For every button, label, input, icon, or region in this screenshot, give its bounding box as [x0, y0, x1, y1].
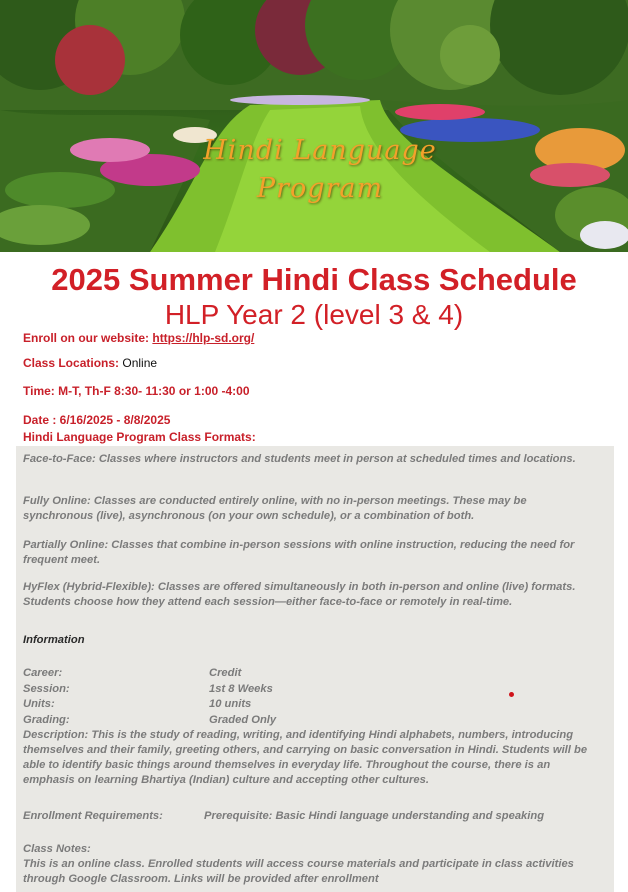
red-dot-mark [509, 692, 514, 697]
course-description: Description: This is the study of reading, writing, and identifying Hindi alphabets, numbers, introducing themselves and their family, greeting others, and carrying on basic conversation in Hindi. Students will be able to identify basic things around themselves in everyday life. Throughout the course, there is an emphasis on learning Bhartiya (Indian) culture and accepting other cultures. [23, 729, 588, 786]
banner-title-line2: Program [256, 173, 384, 204]
field-label: Grading: [23, 714, 70, 726]
enrollment-label: Enrollment Requirements: [23, 810, 163, 822]
locations-label: Class Locations: [23, 356, 120, 370]
field-value: 1st 8 Weeks [209, 683, 273, 695]
enroll-label: Enroll on our website: [23, 331, 150, 345]
field-label: Units: [23, 698, 55, 710]
format-hyflex: HyFlex (Hybrid-Flexible): Classes are offered simultaneously in both in-person and online (live) formats. Students choose how they attend each session—either face-to-face or remotely in real-time. [23, 581, 576, 608]
date-line: Date : 6/16/2025 - 8/8/2025 [23, 413, 171, 427]
field-units [23, 697, 252, 712]
class-notes-text: This is an online class. Enrolled students will access course materials and participate in class activities through Google Classroom. Links will be provided after enrollment [23, 858, 574, 885]
garden-banner [0, 0, 628, 252]
locations-value: Online [122, 356, 158, 370]
format-partially-online: Partially Online: Classes that combine in-person sessions with online instruction, reducing the need for frequent meet. [23, 539, 575, 566]
format-face-to-face: Face-to-Face: Classes where instructors and students meet in person at scheduled times and locations. [23, 453, 576, 465]
page-subtitle: HLP Year 2 (level 3 & 4) [164, 299, 464, 330]
field-value: 10 units [209, 698, 252, 710]
field-label: Session: [23, 683, 70, 695]
enroll-line [23, 331, 254, 346]
banner-title [170, 132, 470, 208]
locations-line [23, 356, 157, 371]
formats-heading: Hindi Language Program Class Formats: [23, 430, 256, 444]
field-value: Credit [209, 667, 242, 679]
field-career [23, 666, 242, 681]
field-grading [23, 713, 277, 728]
page-title: 2025 Summer Hindi Class Schedule [51, 262, 577, 297]
information-heading: Information [23, 634, 85, 646]
garden-illustration [0, 0, 628, 252]
time-line: Time: M-T, Th-F 8:30- 11:30 or 1:00 -4:00 [23, 384, 250, 398]
field-value: Graded Only [209, 714, 277, 726]
field-session [23, 682, 273, 697]
website-link[interactable]: https://hlp-sd.org/ [152, 331, 255, 345]
format-fully-online: Fully Online: Classes are conducted entirely online, with no in-person meetings. These may be synchronous (live), asynchronous (on your own schedule), or a combination of both. [23, 495, 527, 522]
banner-title-line1: Hindi Language [203, 135, 437, 166]
field-label: Career: [23, 667, 63, 679]
enrollment-value: Prerequisite: Basic Hindi language understanding and speaking [204, 810, 545, 822]
class-notes-label: Class Notes: [23, 843, 91, 855]
enrollment-requirements [23, 809, 545, 824]
